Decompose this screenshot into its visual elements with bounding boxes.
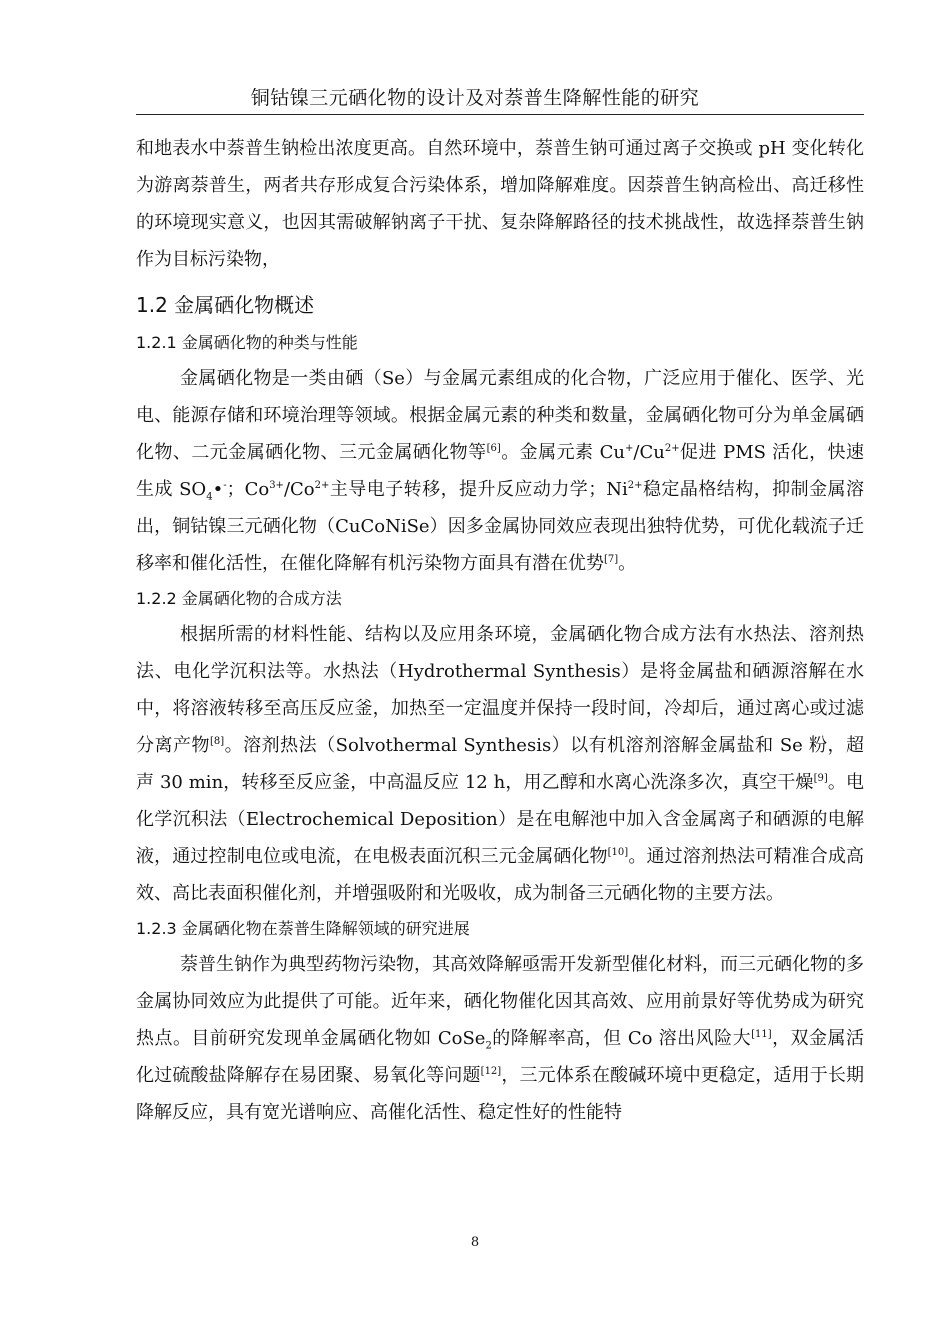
text-run: 萘普生钠作为典型药物污染物，其高效降解亟需开发新型催化材料，而三元硒化物的多金属协同效应为此提供了可能。近年来，硒化物催化因其高效、应用前景好等优势成为研究热点。目前研究发现单金属硒化物如 CoSe [136,954,864,1049]
text-run: • [212,479,224,500]
superscript: 2+ [627,480,643,491]
subsection-heading-1-2-1: 1.2.1 金属硒化物的种类与性能 [136,333,358,352]
text-run: 。金属元素 Cu [500,442,626,463]
superscript: 2+ [664,443,680,454]
text-run: 金属硒化物是一类由硒（Se）与金属元素组成的化合物，广泛应用于催化、医学、光电、能源存储和环境治理等领域。根据金属元素的种类和数量，金属硒化物可分为单金属硒化物、二元金属硒化物、三元金属硒化物等 [136,368,864,463]
text-run: ，双金属活化过硫酸盐降解存在易团聚、易氧化等问题 [136,1028,864,1086]
subsection-heading-1-2-2: 1.2.2 金属硒化物的合成方法 [136,589,342,608]
text-run: 促进 PMS 活化，快速生成 SO [136,442,864,500]
header-divider [136,114,864,115]
superscript: + [625,443,634,454]
paragraph-research-progress [136,946,864,1131]
superscript: 3+ [269,480,284,491]
text-run: 。溶剂热法（Solvothermal Synthesis）以有机溶剂溶解金属盐和 Se 粉，超声 30 min，转移至反应釜，中高温反应 12 h，用乙醇和水离心洗涤多次，真空干燥 [136,735,865,793]
subscript: 2 [485,1040,492,1052]
text-run: 的降解率高，但 Co 溶出风险大 [491,1028,752,1049]
text-run: 稳定晶格结构，抑制金属溶出，铜钴镍三元硒化物（CuCoNiSe）因多金属协同效应表现出独特优势，可优化载流子迁移率和催化活性，在催化降解有机污染物方面具有潜在优势 [136,479,864,574]
text-run: 。 [618,553,637,574]
running-header: 铜钴镍三元硒化物的设计及对萘普生降解性能的研究 [250,87,700,109]
text-run: ，三元体系在酸碱环境中更稳定，适用于长期降解反应，具有宽光谱响应、高催化活性、稳定性好的性能特 [136,1065,865,1123]
text-run: /Co [283,479,315,500]
citation-7: [7] [604,554,619,565]
superscript: 2+ [314,480,330,491]
citation-12: [12] [480,1066,502,1077]
citation-10: [10] [607,847,629,858]
citation-8: [8] [209,736,225,747]
intro-paragraph: 和地表水中萘普生钠检出浓度更高。自然环境中，萘普生钠可通过离子交换或 pH 变化转化为游离萘普生，两者共存形成复合污染体系，增加降解难度。因萘普生钠高检出、高迁移性的环境现实意义，也因其需破解钠离子干扰、复杂降解路径的技术挑战性，故选择萘普生钠作为目标污染物， [136,138,864,270]
superscript: - [223,480,227,491]
paragraph-synthesis-methods [136,616,864,912]
citation-11: [11] [751,1029,772,1040]
page-number: 8 [470,1235,480,1250]
page-body [136,130,864,1131]
subsection-heading-1-2-3: 1.2.3 金属硒化物在萘普生降解领域的研究进展 [136,919,470,938]
text-run: ；Co [226,479,270,500]
text-run: /Cu [633,442,665,463]
text-run: 根据所需的材料性能、结构以及应用条环境，金属硒化物合成方法有水热法、溶剂热法、电化学沉积法等。水热法（Hydrothermal Synthesis）是将金属盐和硒源溶解在水中，将溶液转移至高压反应釜，加热至一定温度并保持一段时间，冷却后，通过离心或过滤分离产物 [136,624,864,756]
subscript: 4 [206,491,213,503]
citation-9: [9] [813,773,828,784]
text-run: 。通过溶剂热法可精准合成高效、高比表面积催化剂，并增强吸附和光吸收，成为制备三元硒化物的主要方法。 [136,846,865,904]
text-run: 。电化学沉积法（Electrochemical Deposition）是在电解池中加入含金属离子和硒源的电解液，通过控制电位或电流，在电极表面沉积三元金属硒化物 [136,772,865,867]
section-heading-1-2: 1.2 金属硒化物概述 [136,293,315,317]
citation-6: [6] [486,443,501,454]
paragraph-selenide-types [136,360,864,582]
text-run: 主导电子转移，提升反应动力学；Ni [329,479,628,500]
